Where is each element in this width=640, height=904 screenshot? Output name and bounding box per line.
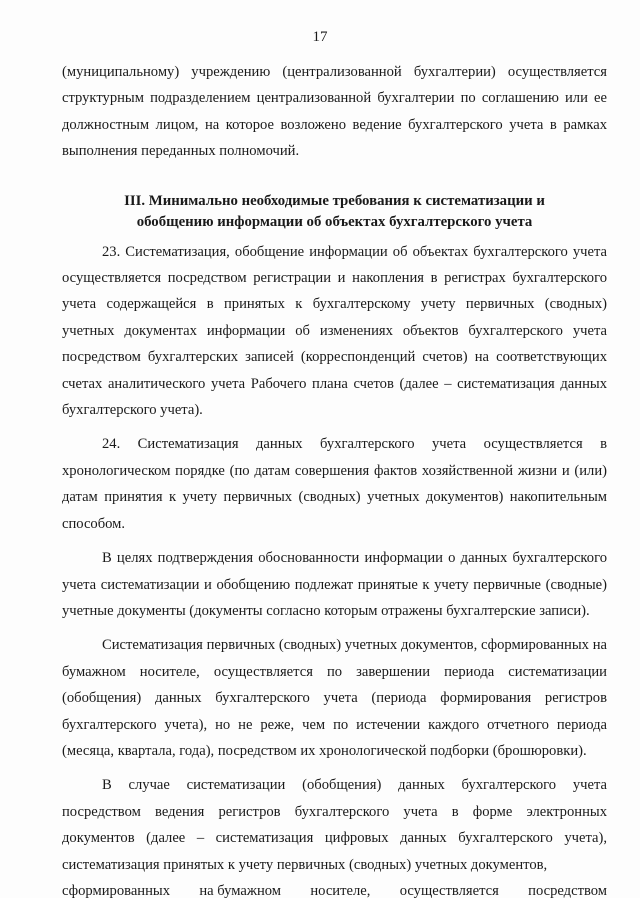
paragraph-item-23: 23. Систематизация, обобщение информации об объектах бухгалтерского учета осуществляется посредством регистрации и накопления в регистрах бухгалтерского учета содержащейся в принятых к бухгалтерскому учету первичных (сводных) учетных документах информации об изменениях объектов бухгалтерского учета посредством бухгалтерских записей (корреспонденций счетов) на соответствующих счетах аналитического учета Рабочего плана счетов (далее – систематизация данных бухгалтерского учета). [62, 243, 607, 419]
final-word-5: посредством [528, 882, 607, 899]
section-heading-line-2: обобщению информации об объектах бухгалтерского учета [136, 213, 533, 230]
paragraph-digital-systematization: В случае систематизации (обобщения) данных бухгалтерского учета посредством ведения регистров бухгалтерского учета в форме электронных документов (далее – систематизация цифровых данных бухгалтерского учета), систематизация принятых к учету первичных (сводных) учетных документов, [62, 777, 607, 873]
paragraph-continuation: (муниципальному) учреждению (централизованной бухгалтерии) осуществляется структурным подразделением централизованной бухгалтерии по соглашению или ее должностным лицом, на которое возложено ведение бухгалтерского учета в рамках выполнения переданных полномочий. [62, 64, 607, 160]
document-body [62, 59, 607, 904]
paragraph-confirmation: В целях подтверждения обоснованности информации о данных бухгалтерского учета систематизации и обобщению подлежат принятые к учету первичные (сводные) учетные документы (документы согласно которым отражены бухгалтерские записи). [62, 550, 607, 619]
section-heading [62, 191, 607, 233]
final-word-3: носителе, [310, 882, 371, 899]
page-number: 17 [312, 29, 328, 45]
final-word-2: на бумажном [199, 882, 282, 899]
paragraph-item-24: 24. Систематизация данных бухгалтерского учета осуществляется в хронологическом порядке (по датам совершения фактов хозяйственной жизни и (или) датам принятия к учету первичных (сводных) учетных документов) накопительным способом. [62, 436, 607, 532]
paragraph-final-line [62, 878, 607, 904]
paragraph-paper-systematization: Систематизация первичных (сводных) учетных документов, сформированных на бумажном носителе, осуществляется по завершении периода систематизации (обобщения) данных бухгалтерского учета (периода формирования регистров бухгалтерского учета), но не реже, чем по истечении каждого отчетного периода (месяца, квартала, года), посредством их хронологической подборки (брошюровки). [62, 637, 607, 759]
final-word-4: осуществляется [399, 882, 499, 899]
final-word-1: сформированных [62, 882, 171, 899]
section-heading-line-1: III. Минимально необходимые требования к систематизации и [124, 192, 545, 209]
